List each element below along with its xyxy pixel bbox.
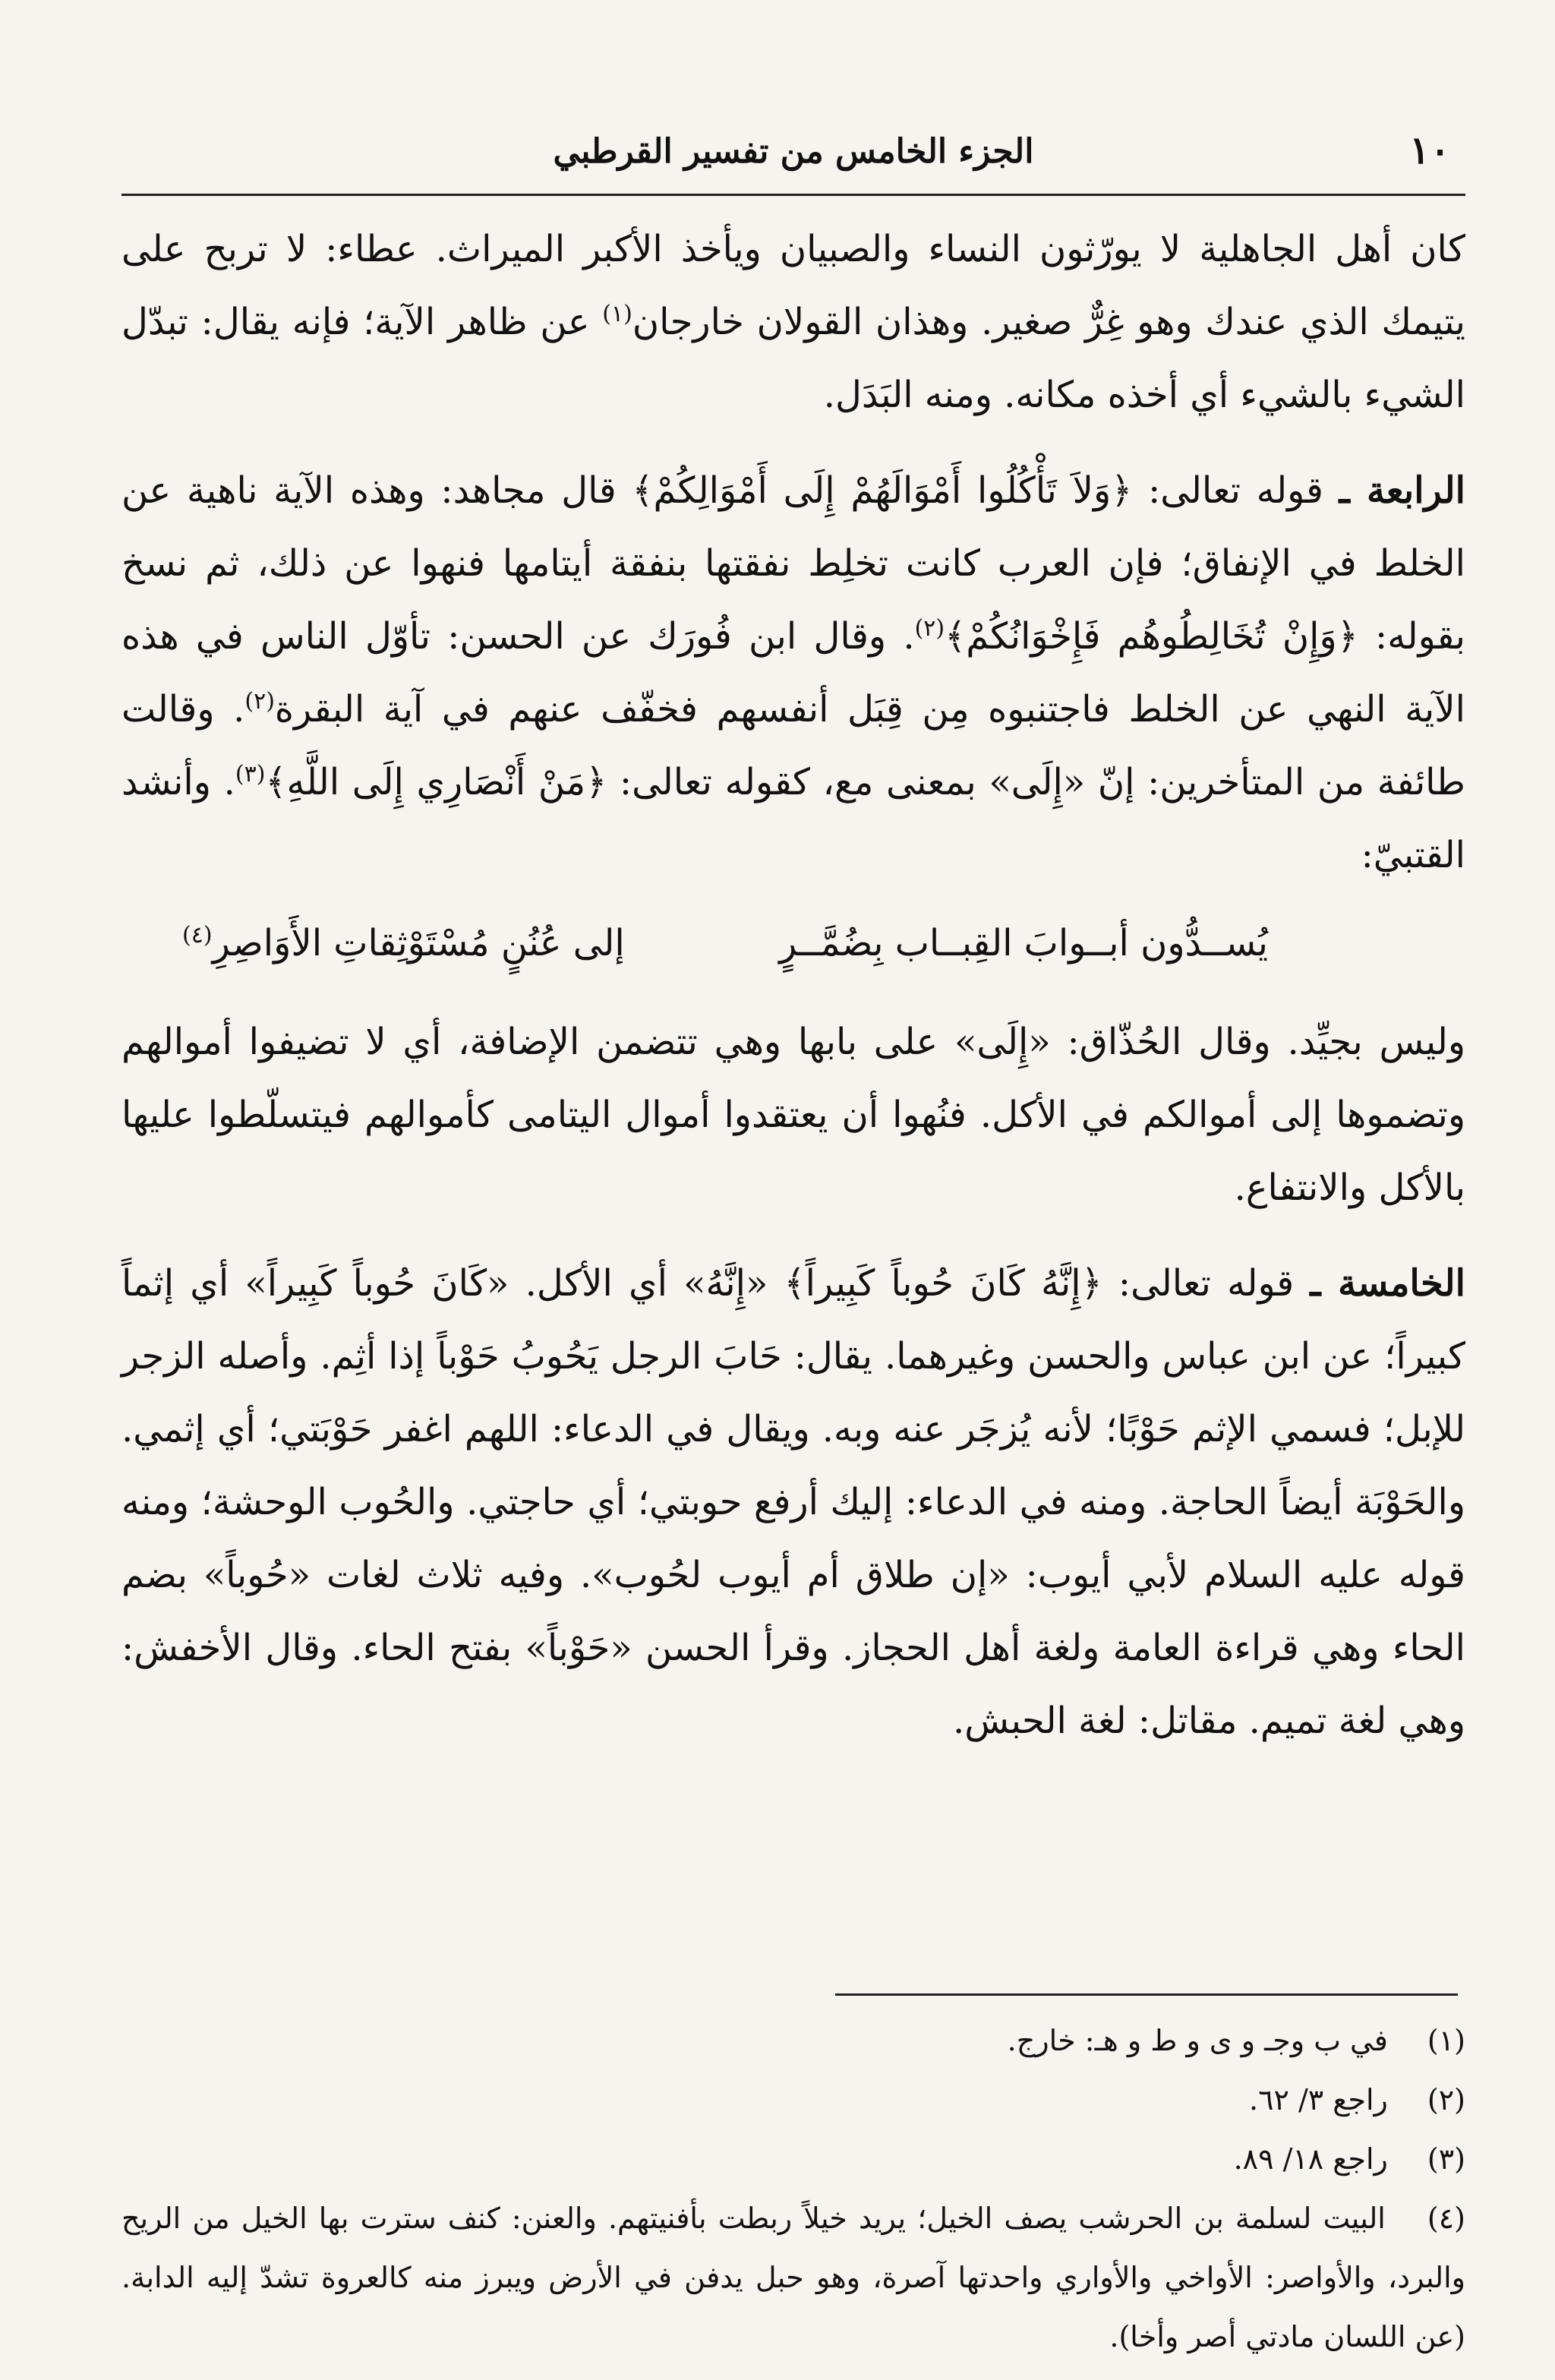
poetry-verse	[121, 907, 1465, 990]
page-header	[121, 122, 1465, 190]
paragraph-4	[121, 1247, 1465, 1757]
paragraph-1	[121, 213, 1465, 431]
main-text	[121, 213, 1465, 1757]
footnote-1	[121, 2011, 1465, 2070]
paragraph-2-part-a: قوله تعالى: ﴿وَلاَ تَأْكُلُوا أَمْوَالَهُمْ إِلَى أَمْوَالِكُمْ﴾ قال مجاهد: وهذه الآية ناهية عن الخلط في الإنفاق؛ فإن العرب كانت تخلِط نفقتها بنفقة أيتامها فنهوا عن ذلك، ثم نسخ بقوله: ﴿وَإِنْ تُخَالِطُوهُم فَإِخْوَانُكُمْ﴾	[121, 469, 1466, 658]
footnote-number: (٤)	[1427, 2202, 1465, 2235]
header-rule	[121, 194, 1465, 196]
page-number: ١٠	[1409, 128, 1450, 172]
footnote-rule	[835, 1993, 1458, 1996]
section-label-fifth: الخامسة ـ	[1310, 1262, 1465, 1305]
footnote-text: راجع ١٨/ ٨٩.	[1233, 2142, 1388, 2176]
footnote-text: في ب وجـ و ى و ط و هـ: خارج.	[1007, 2024, 1388, 2057]
paragraph-2-part-b: . وقال ابن فُورَك عن الحسن: تأوّل الناس في هذه الآية النهي عن الخلط فاجتنبوه مِن قِبَل أنفسهم فخفّف عنهم في آية البقرة	[121, 615, 1465, 731]
running-title: الجزء الخامس من تفسير القرطبي	[553, 132, 1034, 171]
verse-second-hemistich	[182, 907, 625, 980]
paragraph-2-part-d: . وأنشد القتبيّ:	[121, 761, 1465, 876]
verse-first-hemistich: يُســدُّون أبــوابَ القِبــاب بِضُمَّــرٍ	[779, 922, 1268, 964]
footnote-3	[121, 2129, 1465, 2189]
footnote-marker-1: (١)	[602, 301, 632, 327]
paragraph-3: وليس بجيِّد. وقال الحُذّاق: «إِلَى» على بابها وهي تتضمن الإضافة، أي لا تضيفوا أموالهم وتضموها إلى أموالكم في الأكل. فنُهوا أن يعتقدوا أموال اليتامى كأموالهم فيتسلّطوا عليها بالأكل والانتفاع.	[121, 1021, 1465, 1209]
footnote-marker-2: (٢)	[914, 615, 945, 642]
verse-second-hemistich-text: إلى عُنُنٍ مُسْتَوْثِقاتِ الأَوَاصِرِ	[212, 922, 625, 964]
paragraph-2	[121, 454, 1465, 892]
footnote-marker-4: (٤)	[182, 922, 213, 949]
paragraph-1-text: كان أهل الجاهلية لا يورّثون النساء والصبيان ويأخذ الأكبر الميراث. عطاء: لا تربح على يتيمك الذي عندك وهو غِرٌّ صغير. وهذان القولان خارجان	[121, 228, 1465, 343]
footnote-text: البيت لسلمة بن الحرشب يصف الخيل؛ يريد خيلاً ربطت بأفنيتهم. والعنن: كنف سترت بها الخيل من الريح والبرد، والأواصر: الأواخي والأواري واحدتها آصرة، وهو حبل يدفن في الأرض ويبرز منه كالعروة تشدّ إليه الدابة. (عن اللسان مادتي أصر وأخا).	[121, 2202, 1465, 2353]
footnote-number: (١)	[1427, 2024, 1465, 2057]
footnote-marker-3: (٣)	[235, 761, 266, 788]
section-label-fourth: الرابعة ـ	[1339, 469, 1465, 512]
paragraph-1-end: عن ظاهر الآية؛ فإنه يقال: تبدّل الشيء بالشيء أي أخذه مكانه. ومنه البَدَل.	[121, 301, 1465, 416]
footnote-number: (٢)	[1427, 2083, 1465, 2116]
footnote-4	[121, 2189, 1465, 2366]
footnote-number: (٣)	[1427, 2142, 1465, 2176]
footnote-marker-2b: (٢)	[244, 688, 275, 715]
footnote-text: راجع ٣/ ٦٢.	[1248, 2083, 1388, 2116]
paragraph-4-text: قوله تعالى: ﴿إِنَّهُ كَانَ حُوباً كَبِيراً﴾ «إِنَّهُ» أي الأكل. «كَانَ حُوباً كَبِيراً» أي إثماً كبيراً؛ عن ابن عباس والحسن وغيرهما. يقال: حَابَ الرجل يَحُوبُ حَوْباً إذا أثِم. وأصله الزجر للإبل؛ فسمي الإثم حَوْبًا؛ لأنه يُزجَر عنه وبه. ويقال في الدعاء: اللهم اغفر حَوْبَتي؛ أي إثمي. والحَوْبَة أيضاً الحاجة. ومنه في الدعاء: إليك أرفع حوبتي؛ أي حاجتي. والحُوب الوحشة؛ ومنه قوله عليه السلام لأبي أيوب: «إن طلاق أم أيوب لحُوب». وفيه ثلاث لغات «حُوباً» بضم الحاء وهي قراءة العامة ولغة أهل الحجاز. وقرأ الحسن «حَوْباً» بفتح الحاء. وقال الأخفش: وهي لغة تميم. مقاتل: لغة الحبش.	[121, 1262, 1466, 1742]
footnote-2	[121, 2070, 1465, 2129]
paragraph-2-part-c: . وقالت طائفة من المتأخرين: إنّ «إِلَى» بمعنى مع، كقوله تعالى: ﴿مَنْ أَنْصَارِي إِلَى اللَّهِ﴾	[121, 688, 1466, 803]
footnotes	[121, 2011, 1465, 2366]
